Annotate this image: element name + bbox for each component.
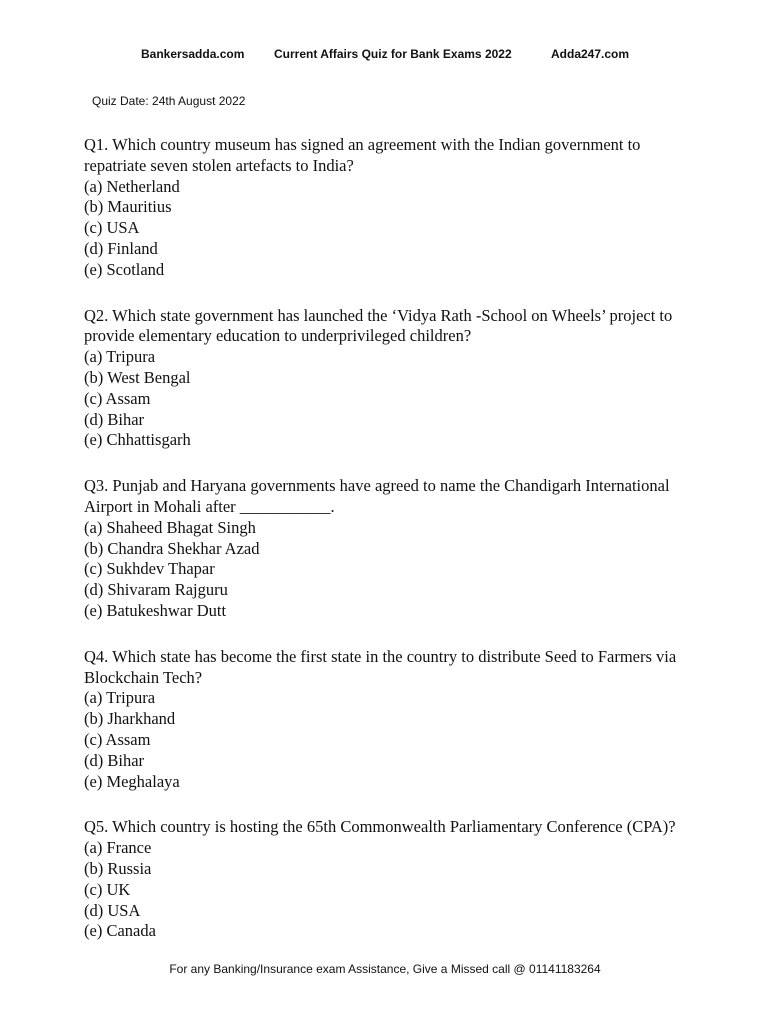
question-5 xyxy=(84,817,704,942)
option-d: (d) Bihar xyxy=(84,750,145,770)
question-4 xyxy=(84,647,704,793)
question-list xyxy=(84,135,704,967)
option-e: (e) Batukeshwar Dutt xyxy=(84,600,227,620)
page-header xyxy=(0,47,770,67)
option-c: (c) Assam xyxy=(84,729,151,749)
header-partner-site: Adda247.com xyxy=(551,47,630,61)
question-text: Q1. Which country museum has signed an agreement with the Indian government to repatriate seven stolen artefacts to India? xyxy=(84,135,641,175)
option-e: (e) Chhattisgarh xyxy=(84,430,191,450)
option-a: (a) Netherland xyxy=(84,176,180,196)
option-b: (b) Jharkhand xyxy=(84,709,176,729)
question-text: Q2. Which state government has launched the ‘Vidya Rath -School on Wheels’ project to provide elementary education to underprivileged children? xyxy=(84,305,673,346)
question-1 xyxy=(84,135,704,281)
question-text: Q5. Which country is hosting the 65th Commonwealth Parliamentary Conference (CPA)? xyxy=(84,817,676,837)
option-c: (c) USA xyxy=(84,218,140,238)
option-c: (c) Sukhdev Thapar xyxy=(84,559,215,579)
question-2 xyxy=(84,306,704,452)
option-b: (b) Mauritius xyxy=(84,197,172,217)
question-3 xyxy=(84,476,704,622)
option-b: (b) Chandra Shekhar Azad xyxy=(84,538,260,558)
option-a: (a) Tripura xyxy=(84,347,156,367)
option-c: (c) UK xyxy=(84,879,131,899)
option-b: (b) Russia xyxy=(84,858,152,878)
option-e: (e) Meghalaya xyxy=(84,771,180,791)
option-c: (c) Assam xyxy=(84,388,151,408)
page-footer: For any Banking/Insurance exam Assistance, Give a Missed call @ 01141183264 xyxy=(169,962,601,976)
option-a: (a) France xyxy=(84,838,152,858)
header-site-name: Bankersadda.com xyxy=(141,47,245,61)
question-text: Q4. Which state has become the first state in the country to distribute Seed to Farmers via Blockchain Tech? xyxy=(84,646,677,687)
option-a: (a) Tripura xyxy=(84,688,156,708)
question-text: Q3. Punjab and Haryana governments have agreed to name the Chandigarh International Airport in Mohali after ___________. xyxy=(84,476,670,516)
option-e: (e) Scotland xyxy=(84,259,165,279)
option-d: (d) USA xyxy=(84,900,141,920)
option-a: (a) Shaheed Bhagat Singh xyxy=(84,517,256,537)
quiz-date: Quiz Date: 24th August 2022 xyxy=(92,94,246,108)
option-d: (d) Finland xyxy=(84,238,158,258)
option-d: (d) Bihar xyxy=(84,409,145,429)
header-title: Current Affairs Quiz for Bank Exams 2022 xyxy=(274,47,512,61)
option-d: (d) Shivaram Rajguru xyxy=(84,580,228,600)
option-b: (b) West Bengal xyxy=(84,367,191,387)
option-e: (e) Canada xyxy=(84,921,156,941)
